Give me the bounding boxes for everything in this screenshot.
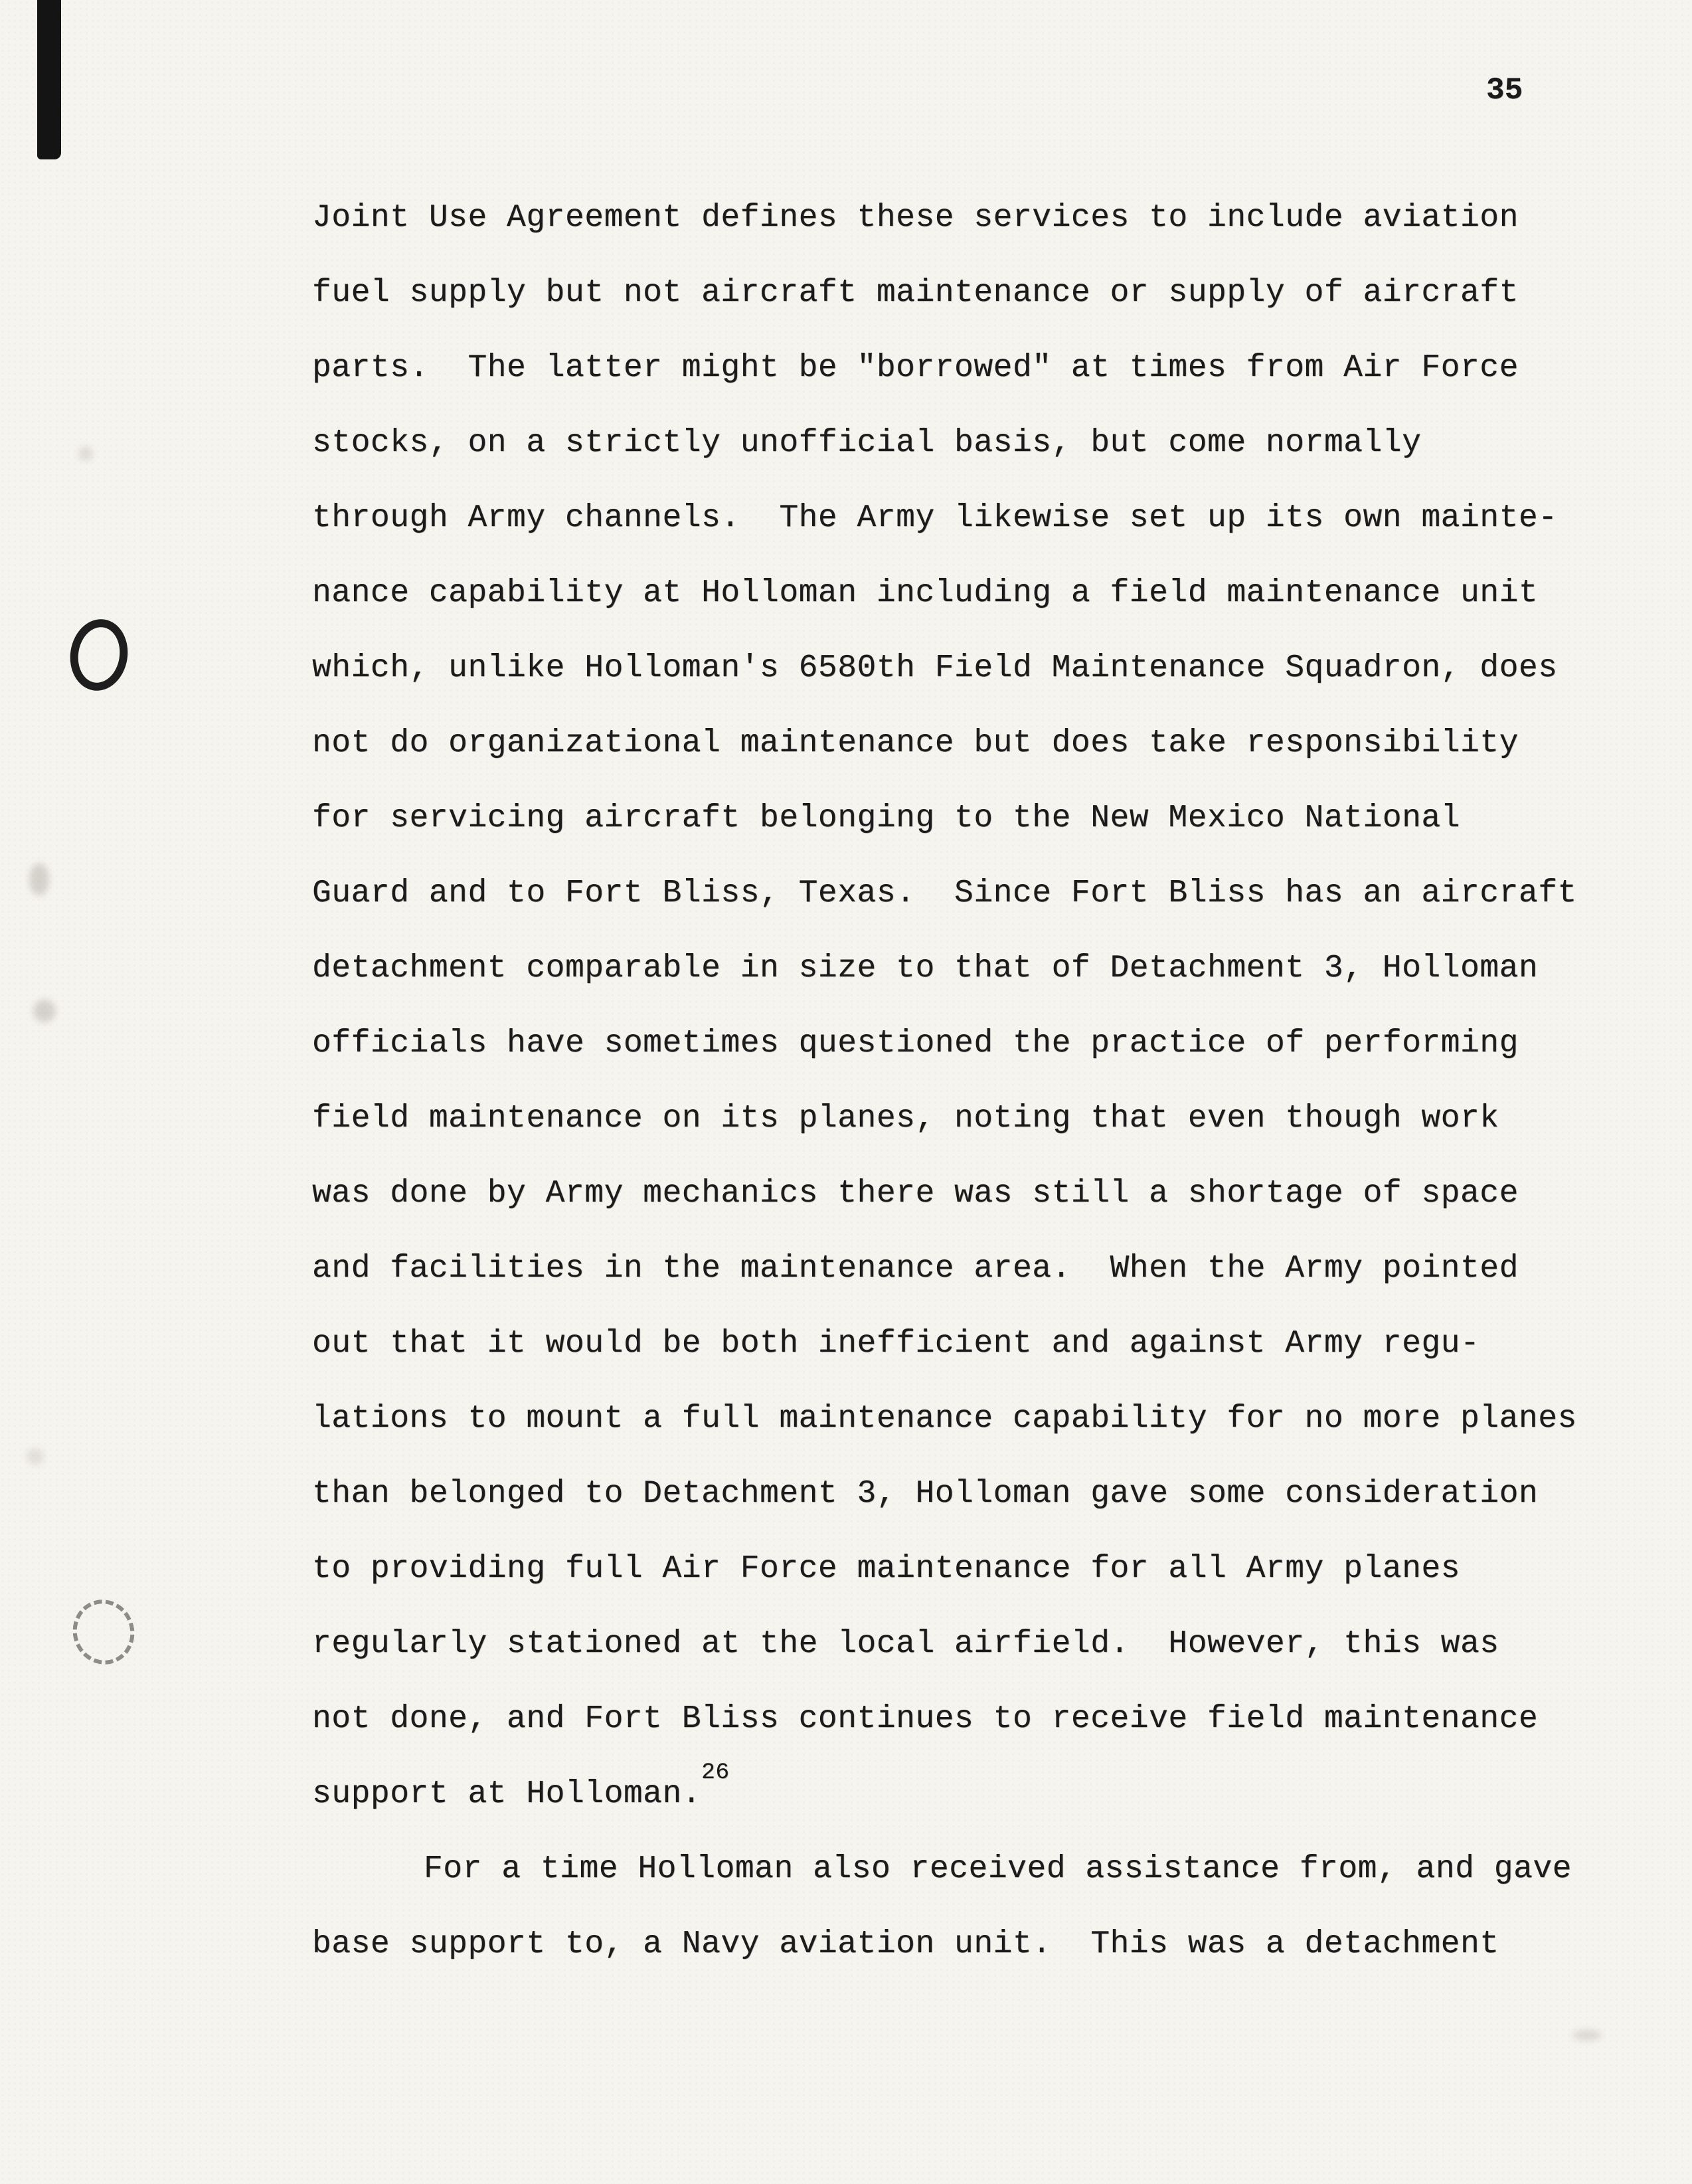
text-line	[312, 1907, 1627, 1982]
hole-punch-ring-mark	[65, 615, 133, 695]
text-line	[312, 481, 1627, 556]
scan-smudge	[27, 1448, 44, 1465]
text-line	[312, 406, 1627, 481]
text-line-content: detachment comparable in size to that of Detachment 3, Holloman	[312, 951, 1539, 986]
scan-smudge	[33, 1000, 56, 1022]
scan-smudge	[1572, 2030, 1602, 2041]
text-line-content: for servicing aircraft belonging to the New Mexico National	[312, 800, 1460, 836]
text-line-content: Joint Use Agreement defines these services to include aviation	[312, 200, 1519, 236]
text-line-content: was done by Army mechanics there was still a shortage of space	[312, 1176, 1519, 1212]
document-body	[312, 181, 1627, 1982]
text-line-content: parts. The latter might be "borrowed" at times from Air Force	[312, 350, 1519, 386]
text-line	[312, 706, 1627, 781]
text-line-content: than belonged to Detachment 3, Holloman gave some consideration	[312, 1476, 1539, 1512]
footnote-reference: 26	[701, 1760, 730, 1785]
scan-smudge	[29, 864, 49, 895]
text-line	[312, 781, 1627, 856]
text-line-content: support at Holloman.	[312, 1776, 702, 1812]
text-line	[312, 1006, 1627, 1081]
text-line	[312, 181, 1627, 256]
text-line-content: base support to, a Navy aviation unit. This was a detachment	[312, 1926, 1499, 1962]
text-line-content: and facilities in the maintenance area. When the Army pointed	[312, 1251, 1519, 1287]
text-line	[312, 1382, 1627, 1457]
text-line-content: regularly stationed at the local airfield. However, this was	[312, 1626, 1499, 1662]
text-line-content: For a time Holloman also received assistance from, and gave	[424, 1851, 1572, 1887]
text-line	[312, 556, 1627, 631]
text-line-content: not done, and Fort Bliss continues to receive field maintenance	[312, 1701, 1539, 1737]
text-line	[312, 1231, 1627, 1307]
text-line-content: to providing full Air Force maintenance for all Army planes	[312, 1551, 1460, 1587]
text-line-content: through Army channels. The Army likewise set up its own mainte-	[312, 500, 1558, 536]
text-line	[312, 1081, 1627, 1156]
page-number: 35	[1486, 73, 1523, 108]
text-line-content: out that it would be both inefficient and against Army regu-	[312, 1326, 1480, 1362]
text-line	[312, 1682, 1627, 1757]
scan-ink-bar-artifact	[37, 0, 61, 159]
text-line-content: lations to mount a full maintenance capability for no more planes	[312, 1401, 1577, 1437]
text-line	[312, 1607, 1627, 1682]
text-line-content: stocks, on a strictly unofficial basis, but come normally	[312, 425, 1422, 461]
text-line	[312, 931, 1627, 1006]
text-line	[312, 256, 1627, 331]
text-line	[312, 1757, 1627, 1832]
text-line-content: which, unlike Holloman's 6580th Field Maintenance Squadron, does	[312, 650, 1558, 686]
text-line	[312, 856, 1627, 931]
text-line	[312, 631, 1627, 706]
text-line-content: field maintenance on its planes, noting that even though work	[312, 1101, 1499, 1137]
text-line-content: nance capability at Holloman including a field maintenance unit	[312, 575, 1539, 611]
text-line	[312, 1457, 1627, 1532]
text-line	[312, 1832, 1627, 1907]
text-line-content: not do organizational maintenance but does take responsibility	[312, 725, 1519, 761]
text-line	[312, 1532, 1627, 1607]
text-line-content: fuel supply but not aircraft maintenance or supply of aircraft	[312, 275, 1519, 311]
scan-smudge	[78, 446, 93, 461]
text-line	[312, 331, 1627, 406]
text-line	[312, 1156, 1627, 1231]
text-line-content: officials have sometimes questioned the practice of performing	[312, 1026, 1519, 1061]
faint-ring-mark	[64, 1592, 143, 1673]
text-line-content: Guard and to Fort Bliss, Texas. Since Fort Bliss has an aircraft	[312, 875, 1577, 911]
text-line	[312, 1307, 1627, 1382]
